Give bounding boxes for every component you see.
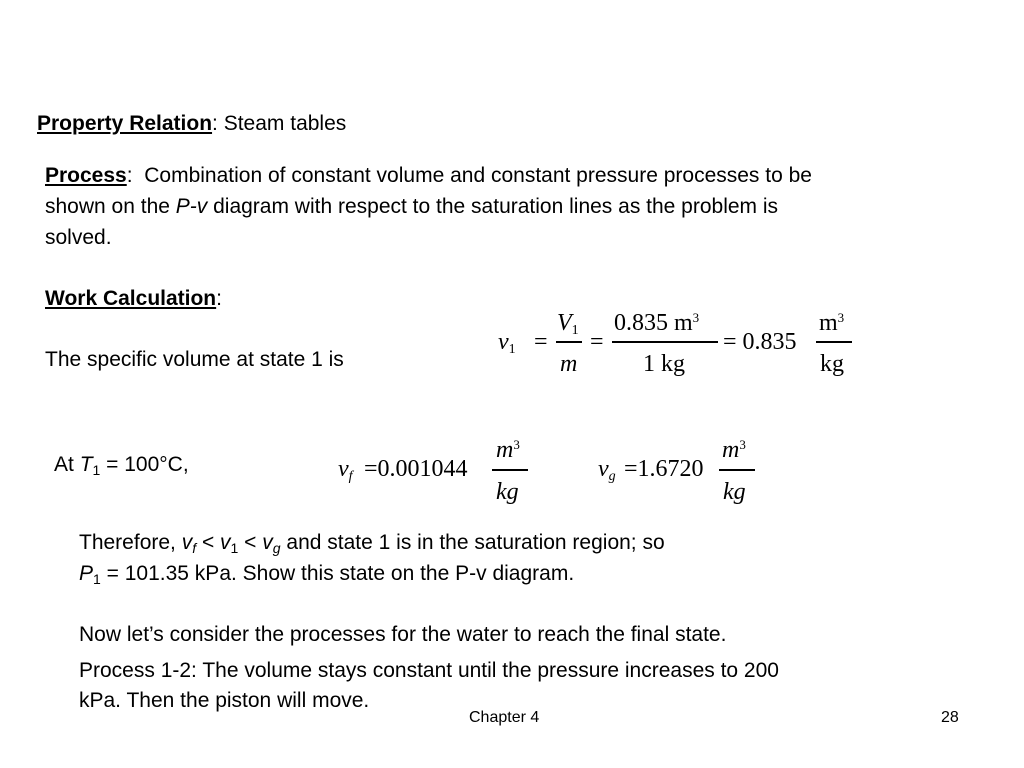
eq1-result: = 0.835	[723, 329, 797, 355]
therefore-line-1	[79, 528, 665, 558]
eq1-num1-var: V	[557, 310, 572, 336]
at-t1-line	[54, 450, 189, 480]
eq1-equals-2: =	[590, 329, 604, 355]
eq1-den1: m	[560, 351, 578, 377]
vf-num-sup: 3	[513, 437, 520, 452]
therefore-vg-var: v	[262, 531, 273, 554]
therefore-p-var: P	[79, 562, 94, 585]
therefore-vg-sub: g	[272, 540, 281, 556]
vf-value: =0.001044	[364, 456, 468, 482]
vf-sub: f	[348, 469, 353, 484]
eq1-bar1	[556, 341, 582, 343]
at-t1-sub: 1	[92, 462, 101, 478]
process-line2-post: diagram with respect to the saturation lines as the problem is	[207, 195, 779, 218]
therefore-pre: Therefore,	[79, 531, 182, 554]
eq1-num1	[557, 309, 579, 337]
process12-line-2: kPa. Then the piston will move.	[79, 689, 370, 712]
at-t1-post: = 100°C,	[100, 453, 189, 476]
vf-num	[496, 436, 520, 464]
vg-den: kg	[723, 479, 746, 505]
eq1-num2-text: 0.835 m	[614, 310, 693, 336]
eq1-lhs	[498, 328, 516, 356]
now-text: Now let’s consider the processes for the water to reach the final state.	[79, 623, 727, 646]
work-calculation-label: Work Calculation	[45, 287, 217, 310]
vg-value: =1.6720	[624, 456, 704, 482]
vf-den: kg	[496, 479, 519, 505]
eq1-num2	[614, 309, 699, 337]
specific-volume-text: The specific volume at state 1 is	[45, 348, 344, 371]
footer-page-number: 28	[941, 709, 959, 726]
vg-sub: g	[608, 469, 616, 484]
property-relation-label: Property Relation	[37, 112, 213, 135]
property-relation-line	[37, 109, 346, 139]
process-line-2	[45, 192, 778, 222]
eq1-num3-text: m	[819, 310, 838, 336]
therefore-vf-var: v	[181, 531, 193, 554]
eq1-equals-1: =	[534, 329, 548, 355]
eq1-num3	[819, 309, 844, 337]
eq1-bar2	[612, 341, 718, 343]
eq1-den3: kg	[820, 351, 844, 377]
process-label: Process	[45, 164, 127, 187]
vg-num	[722, 436, 746, 464]
vg-var	[598, 455, 616, 483]
therefore-line2-text: = 101.35 kPa. Show this state on the P-v diagram.	[100, 562, 575, 585]
therefore-post: and state 1 is in the saturation region; so	[280, 531, 665, 554]
process-line-1	[45, 161, 812, 191]
vf-num-text: m	[496, 437, 514, 463]
at-t1-pre: At	[54, 453, 80, 476]
property-relation-text: : Steam tables	[212, 112, 347, 135]
eq1-bar3	[816, 341, 852, 343]
process12-line-1: Process 1-2: The volume stays constant until the pressure increases to 200	[79, 659, 779, 682]
vf-var	[338, 455, 353, 483]
vg-num-text: m	[722, 437, 740, 463]
vf-var-letter: v	[338, 456, 349, 482]
therefore-p-sub: 1	[93, 571, 101, 587]
eq1-den2: 1 kg	[643, 351, 685, 377]
therefore-vf-sub: f	[192, 540, 197, 556]
therefore-lt-1: <	[196, 531, 221, 554]
at-t1-var: T	[79, 453, 93, 476]
work-calculation-line	[45, 284, 222, 314]
eq1-num3-sup: 3	[837, 310, 845, 325]
process-line2-pre: shown on the	[45, 195, 176, 218]
therefore-v1-var: v	[220, 531, 231, 554]
process-pv: P-v	[175, 195, 208, 218]
therefore-v1-sub: 1	[230, 540, 239, 556]
process-sep: :	[126, 164, 133, 187]
process-line-3: solved.	[45, 226, 112, 249]
eq1-lhs-var: v	[498, 329, 509, 355]
therefore-lt-2: <	[238, 531, 263, 554]
eq1-lhs-sub: 1	[508, 342, 516, 357]
vg-bar	[719, 469, 755, 471]
vg-num-sup: 3	[739, 437, 746, 452]
vg-var-letter: v	[598, 456, 609, 482]
therefore-line-2	[79, 559, 574, 589]
process-text-line1: Combination of constant volume and constant pressure processes to be	[144, 164, 812, 187]
eq1-num2-sup: 3	[692, 310, 700, 325]
footer-chapter: Chapter 4	[469, 709, 540, 726]
vf-bar	[492, 469, 528, 471]
work-calculation-sep: :	[216, 287, 222, 310]
eq1-num1-sub: 1	[571, 323, 579, 338]
